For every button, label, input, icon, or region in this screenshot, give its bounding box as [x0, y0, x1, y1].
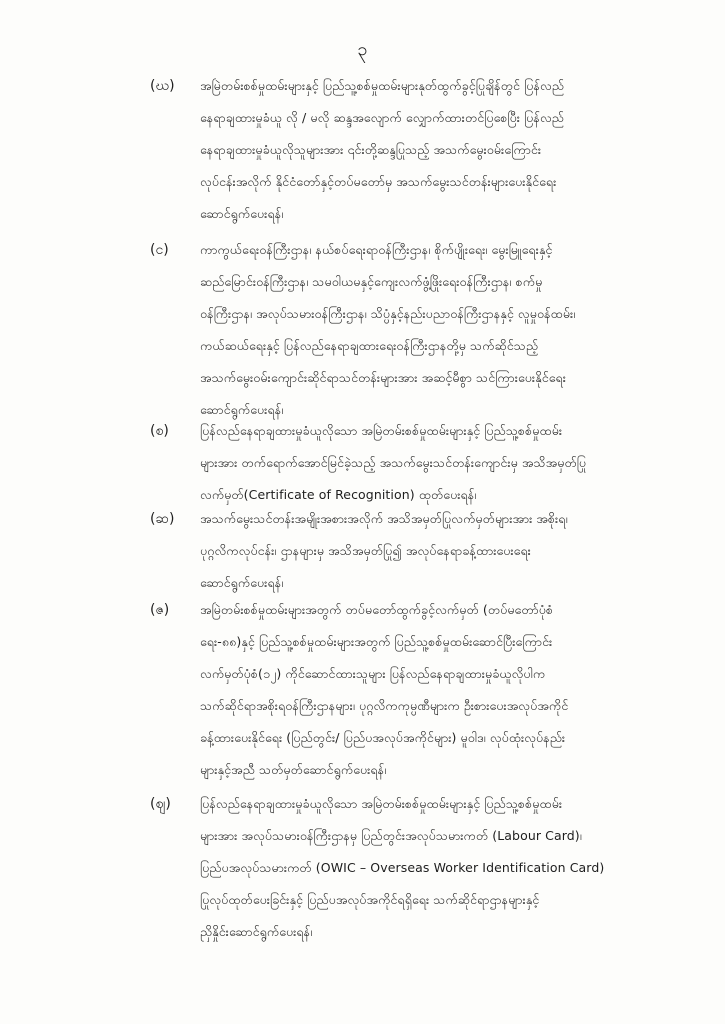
- text-line: အသက်မွေးသင်တန်းအမျိုးအစားအလိုက် အသိအမှတ်ပြုလက်မှတ်များအား အစိုးရ၊: [200, 511, 568, 526]
- text-line: နေရာချထားမှုခံယူလိုသူများအား ၎င်းတို့ဆန္ဒပြုသည့် အသက်မွေးဝမ်းကြောင်း: [200, 142, 542, 157]
- text-line: လက်မှတ်(Certificate of Recognition) ထုတ်ပေးရန်၊: [200, 487, 477, 502]
- text-line: ရေး-၈၈)နှင့် ပြည်သူ့စစ်မှုထမ်းများအတွက် ပြည်သူ့စစ်မှုထမ်းဆောင်ပြီးကြောင်း: [200, 634, 553, 649]
- text-line: သက်ဆိုင်ရာအစိုးရဝန်ကြီးဌာနများ၊ ပုဂ္ဂလိကကုမ္ပဏီများက ဦးစားပေးအလုပ်အကိုင်: [200, 698, 569, 713]
- paragraph-number: (စ): [150, 423, 169, 439]
- text-line: ကာကွယ်ရေးဝန်ကြီးဌာန၊ နယ်စပ်ရေးရာဝန်ကြီးဌာန၊ စိုက်ပျိုးရေး၊ မွေးမြူရေးနှင့်: [200, 242, 553, 257]
- paragraph-number: (ဃ): [150, 78, 175, 94]
- paragraph-number: (ဈ): [150, 796, 171, 812]
- text-line: လက်မှတ်ပုံစံ(၁၂) ကိုင်ဆောင်ထားသူများ ပြန်လည်နေရာချထားမှုခံယူလိုပါက: [200, 666, 546, 681]
- paragraph-text: [200, 594, 700, 786]
- text-line: ညှိနှိုင်းဆောင်ရွက်ပေးရန်၊: [200, 924, 313, 939]
- text-line: နေရာချထားမှုခံယူ လို / မလို ဆန္ဒအလျောက် လျှောက်ထားတင်ပြစေပြီး ပြန်လည်: [200, 110, 564, 125]
- text-line: အမြဲတမ်းစစ်မှုထမ်းများနှင့် ပြည်သူ့စစ်မှုထမ်းများနုတ်ထွက်ခွင့်ပြုချိန်တွင် ပြန်လည်: [200, 78, 565, 93]
- text-line: ဝန်ကြီးဌာန၊ အလုပ်သမားဝန်ကြီးဌာန၊ သိပ္ပံနှင့်နည်းပညာဝန်ကြီးဌာနနှင့် လူမှုဝန်ထမ်း၊: [200, 306, 576, 321]
- text-line: ပြန်လည်နေရာချထားမှုခံယူလိုသော အမြဲတမ်းစစ်မှုထမ်းများနှင့် ပြည်သူ့စစ်မှုထမ်း: [200, 423, 563, 438]
- paragraph-number: (ဇ): [150, 602, 170, 618]
- text-line: ဆည်မြောင်းဝန်ကြီးဌာန၊ သမဝါယမနှင့်ကျေးလက်ဖွံ့ဖြိုးရေးဝန်ကြီးဌာန၊ စက်မှု: [200, 274, 543, 289]
- text-line: ဆောင်ရွက်ပေးရန်၊: [200, 206, 284, 221]
- paragraph-text: [200, 503, 700, 599]
- paragraph-number: (ဆ): [150, 511, 175, 527]
- text-line: ဆောင်ရွက်ပေးရန်၊: [200, 575, 284, 590]
- page-number: ၃: [357, 39, 368, 60]
- paragraph-text: [200, 234, 700, 426]
- paragraph-text: [200, 415, 700, 511]
- paragraph-text: [200, 70, 700, 230]
- text-line: ပြန်လည်နေရာချထားမှုခံယူလိုသော အမြဲတမ်းစစ်မှုထမ်းများနှင့် ပြည်သူ့စစ်မှုထမ်း: [200, 796, 563, 811]
- text-line: ပုဂ္ဂလိကလုပ်ငန်း၊ ဌာနများမှ အသိအမှတ်ပြု၍ အလုပ်နေရာခန့်ထားပေးရေး: [200, 543, 531, 558]
- text-line: ပြုလုပ်ထုတ်ပေးခြင်းနှင့် ပြည်ပအလုပ်အကိုင်ရရှိရေး သက်ဆိုင်ရာဌာနများနှင့်: [200, 892, 540, 907]
- text-line: ဆောင်ရွက်ပေးရန်၊: [200, 402, 284, 417]
- text-line: ကယ်ဆယ်ရေးနှင့် ပြန်လည်နေရာချထားရေးဝန်ကြီးဌာနတို့မှ သက်ဆိုင်သည့်: [200, 338, 539, 353]
- paragraph-text: [200, 788, 700, 948]
- text-line: များအား တက်ရောက်အောင်မြင်ခဲ့သည့် အသက်မွေးသင်တန်းကျောင်းမှ အသိအမှတ်ပြု: [200, 455, 587, 470]
- text-line: အမြဲတမ်းစစ်မှုထမ်းများအတွက် တပ်မတော်ထွက်ခွင့်လက်မှတ် (တပ်မတော်ပုံစံ: [200, 602, 554, 617]
- text-line: လုပ်ငန်းအလိုက် နိုင်ငံတော်နှင့်တပ်မတော်မှ အသက်မွေးသင်တန်းများပေးနိုင်ရေး: [200, 174, 557, 189]
- text-line: များအား အလုပ်သမားဝန်ကြီးဌာနမှ ပြည်တွင်းအလုပ်သမားကတ် (Labour Card)၊: [200, 828, 582, 843]
- text-line: အသက်မွေးဝမ်းကျောင်းဆိုင်ရာသင်တန်းများအား အဆင့်မီစွာ သင်ကြားပေးနိုင်ရေး: [200, 370, 566, 385]
- text-line: များနှင့်အညီ သတ်မှတ်ဆောင်ရွက်ပေးရန်၊: [200, 762, 387, 777]
- paragraph-number: (င): [150, 242, 169, 258]
- text-line: ပြည်ပအလုပ်သမားကတ် (OWIC – Overseas Worker Identification Card): [200, 860, 605, 875]
- text-line: ခန့်ထားပေးနိုင်ရေး (ပြည်တွင်း/ ပြည်ပအလုပ်အကိုင်များ) မူဝါဒ၊ လုပ်ထုံးလုပ်နည်း: [200, 730, 566, 745]
